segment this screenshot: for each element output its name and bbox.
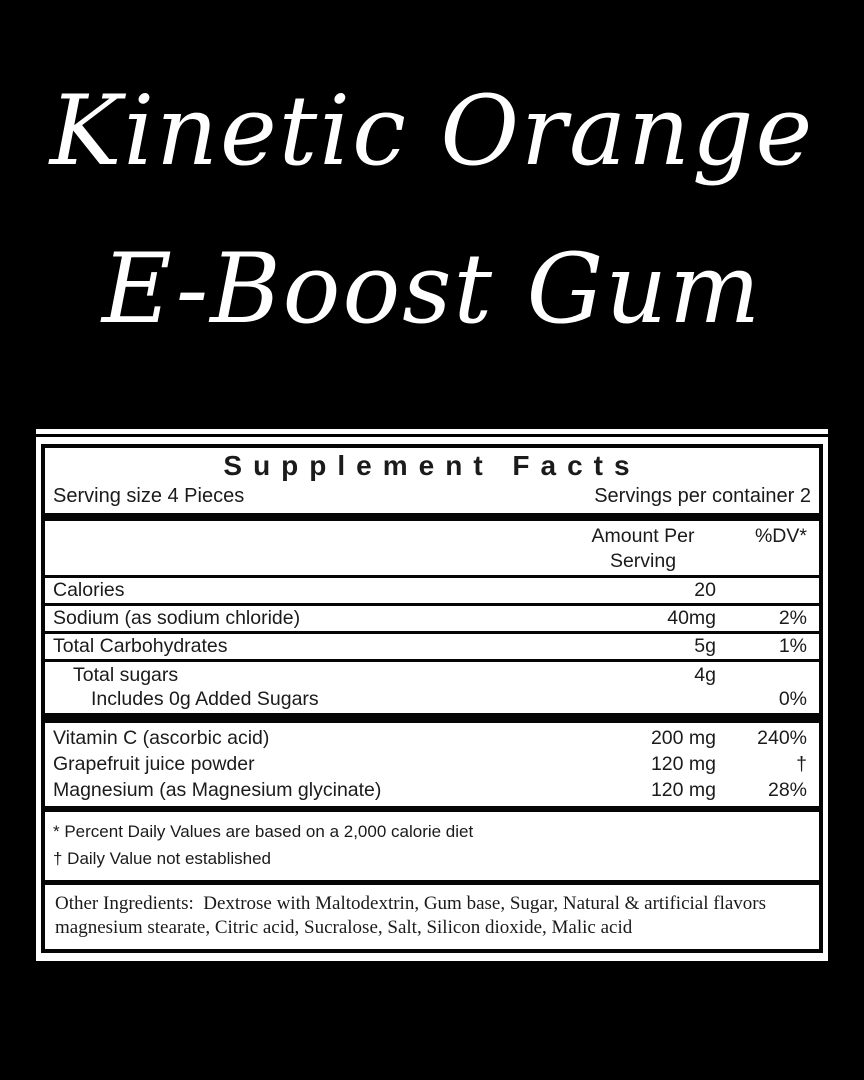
nutrient-amount: 120 mg (650, 752, 716, 775)
serving-row (53, 483, 811, 509)
nutrient-dv: 28% (767, 778, 807, 801)
servings-per-container: Servings per container 2 (594, 485, 811, 507)
nutrient-amount: 20 (694, 579, 716, 601)
serving-size: Serving size 4 Pieces (53, 485, 245, 507)
supplement-facts-label (36, 429, 828, 961)
footnote-daily-values: * Percent Daily Values are based on a 2,000 calorie diet (53, 822, 474, 841)
nutrient-amount: 4g (694, 663, 716, 686)
nutrient-amount: 40mg (667, 607, 716, 629)
footnotes-box (45, 812, 819, 880)
other-ingredients-box (45, 885, 819, 949)
table-row (45, 663, 819, 687)
table-row (45, 751, 819, 777)
product-title (0, 52, 864, 368)
nutrient-name: Grapefruit juice powder (53, 752, 255, 775)
column-header-row (45, 521, 819, 575)
amount-header-line1: Amount Per (591, 525, 695, 547)
nutrient-name: Total Carbohydrates (53, 635, 228, 657)
table-row (45, 607, 819, 631)
table-row (45, 725, 819, 751)
amount-header-line2: Serving (609, 550, 677, 572)
nutrient-name: Includes 0g Added Sugars (91, 687, 319, 710)
column-header-box (45, 521, 819, 575)
vitamins-box (45, 723, 819, 806)
nutrient-row-box (45, 578, 819, 603)
nutrient-amount: 120 mg (650, 778, 716, 801)
amount-per-serving-header (570, 524, 716, 574)
facts-header-box (45, 448, 819, 513)
nutrient-dv: 2% (778, 607, 807, 629)
top-rule-line (36, 429, 828, 434)
table-row (45, 579, 819, 603)
label-frame (36, 437, 828, 961)
nutrient-name: Magnesium (as Magnesium glycinate) (53, 778, 382, 801)
sugars-box (45, 662, 819, 713)
nutrient-name: Sodium (as sodium chloride) (53, 607, 301, 629)
nutrient-dv: 1% (778, 635, 807, 657)
nutrient-dv: 240% (757, 726, 807, 749)
product-title-line2: E-Boost Gum (101, 233, 763, 345)
nutrient-name: Vitamin C (ascorbic acid) (53, 726, 270, 749)
nutrient-row-box (45, 634, 819, 659)
product-title-line1: Kinetic Orange (49, 75, 815, 187)
nutrient-dv: † (796, 752, 807, 775)
nutrient-amount: 200 mg (650, 726, 716, 749)
table-row (45, 635, 819, 659)
nutrient-name: Total sugars (73, 663, 179, 686)
nutrient-amount: 5g (694, 635, 716, 657)
nutrient-dv: 0% (778, 687, 807, 710)
table-row (45, 777, 819, 803)
nutrient-row-box (45, 606, 819, 631)
facts-title: Supplement Facts (223, 450, 641, 481)
dv-header: %DV* (754, 525, 807, 547)
table-row (45, 687, 819, 711)
other-ingredients-text: Other Ingredients: Dextrose with Maltodextrin, Gum base, Sugar, Natural & artificial flavors magnesium stearate, Citric acid, Sucralose, Salt, Silicon dioxide, Malic acid (55, 893, 771, 938)
footnote-dv-not-established: † Daily Value not established (53, 849, 271, 868)
nutrient-name: Calories (53, 579, 125, 601)
